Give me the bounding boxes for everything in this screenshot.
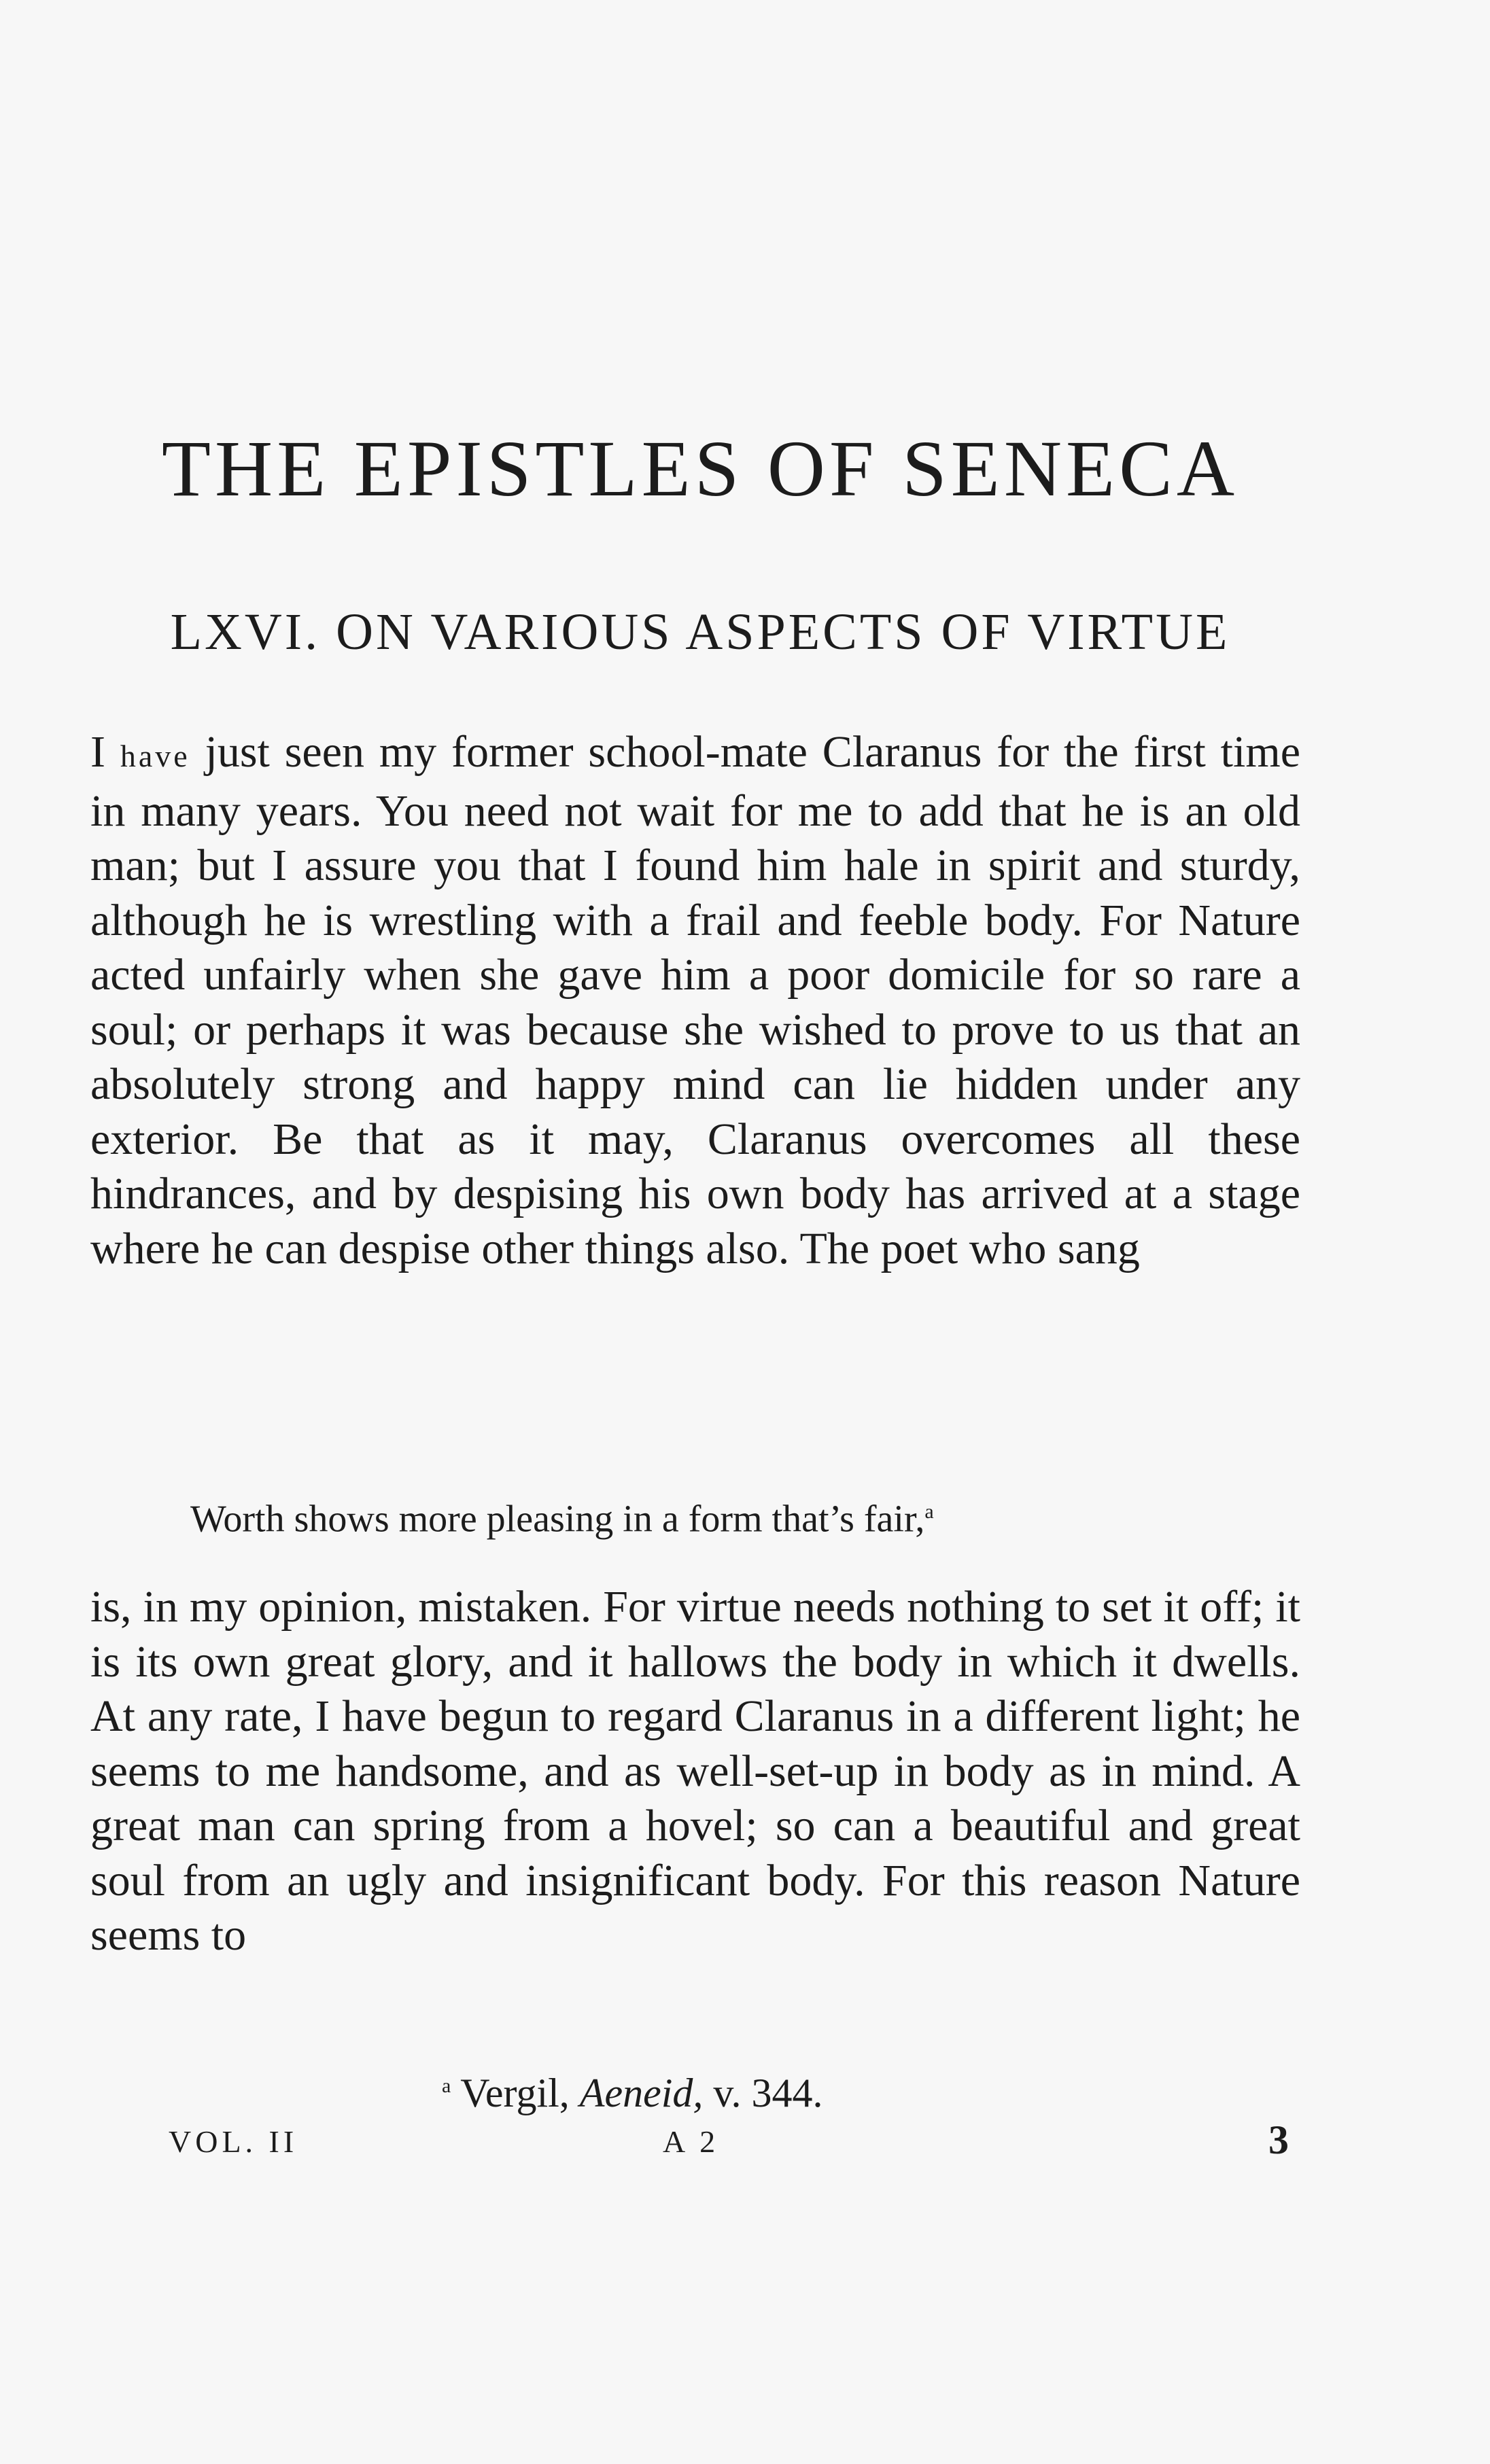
footnote — [442, 2059, 1258, 2120]
footnote-work: Aeneid, — [579, 2071, 704, 2115]
signature-mark: A 2 — [663, 2124, 720, 2159]
footnote-reference: a — [924, 1500, 934, 1523]
page-footer — [0, 2117, 1490, 2171]
opening-word: I — [90, 727, 105, 777]
verse-quote-text: Worth shows more pleasing in a form that’s fair, — [190, 1498, 925, 1541]
paragraph-2: is, in my opinion, mistaken. For virtue needs nothing to set it off; it is its own great glory, and it hallows the body in which it dwells. At any rate, I have begun to regard Claranus in a different light; he seems to me handsome, and as well-set-up in body as in mind. A great man can spring from a hovel; so can a beautiful and great soul from an ugly and insignificant body. For this reason Nature seems to — [90, 1582, 1300, 1960]
opening-smallcaps: have — [120, 739, 190, 773]
verse-quote — [190, 1485, 1278, 1547]
page-number: 3 — [1268, 2117, 1289, 2162]
letter-title: LXVI. ON VARIOUS ASPECTS OF VIRTUE — [170, 603, 1230, 661]
footnote-author: Vergil, — [460, 2071, 570, 2115]
volume-label: VOL. II — [169, 2124, 298, 2159]
footnote-ref: v. 344. — [713, 2071, 823, 2115]
paragraph-1 — [90, 725, 1300, 1276]
book-title: THE EPISTLES OF SENECA — [161, 424, 1239, 513]
paragraph-1-text: just seen my former school-mate Claranus for the first time in many years. You need not wait for me to add that he is an old man; but I assure you that I found him hale in spirit and sturdy, although he is wrestling with a frail and feeble body. For Nature acted unfairly when she gave him a poor domicile for so rare a soul; or perhaps it was because she wished to prove to us that an absolutely strong and happy mind can lie hidden under any exterior. Be that as it may, Claranus overcomes all these hindrances, and by despising his own body has arrived at a stage where he can despise other things also. The poet who sang — [90, 727, 1300, 1273]
footnote-mark: a — [442, 2075, 451, 2097]
